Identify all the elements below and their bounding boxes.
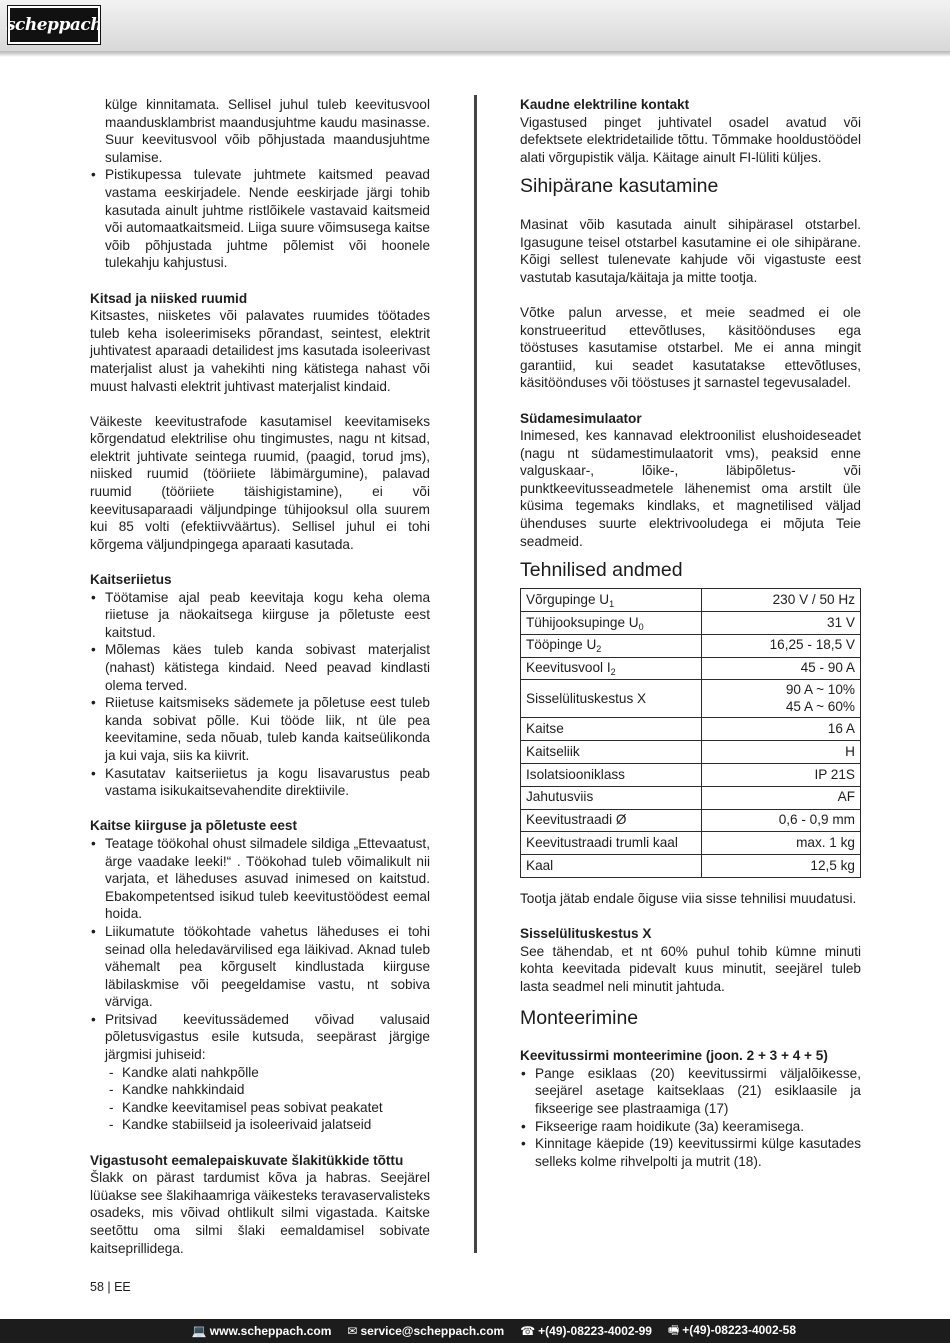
heading-assembly: Monteerimine	[520, 1006, 639, 1029]
spec-value-text: IP 21S	[814, 766, 855, 782]
brand-logo: scheppach	[8, 6, 100, 44]
phone-icon: ☎	[520, 1324, 536, 1338]
spec-value-text: 90 A ~ 10%	[785, 682, 855, 698]
list-item: • Pistikupessa tulevate juhtmete kaitsmed peavad vastama eeskirjadele. Nende eeskirjade järgi tohib kasutada ainult juhtme ristlõikele vastavaid kaitsmeid või automaatkaitsmeid. Liiga suure võimsusega kaitse võib põhjustada juhtme põlemist või hoonele tulekahju kahjustusi.	[90, 166, 430, 272]
footer-website[interactable]: 💻 www.scheppach.com	[191, 1324, 332, 1338]
duty-cycle-text: See tähendab, et nt 60% puhul tohib kümne minuti kohta keevitada pidevalt kuus minutit, seejärel tuleb lasta seadmel neli minutit jahtuda.	[520, 943, 861, 994]
spec-label	[521, 718, 702, 741]
section-title-indirect-contact: Kaudne elektriline kontakt	[520, 97, 690, 112]
technical-data-table	[520, 588, 861, 878]
footer-email[interactable]: ✉ service@scheppach.com	[347, 1324, 505, 1338]
spec-label-subscript: 2	[610, 667, 616, 678]
spec-label	[521, 634, 702, 657]
spec-value	[702, 657, 861, 680]
spec-value-text: 0,6 - 0,9 mm	[778, 812, 855, 828]
fax-icon: 🖷	[667, 1322, 680, 1337]
spec-label-text: Sisselülituskestus X	[526, 690, 647, 706]
list-item: • Pritsivad keevitussädemed võivad valusaid põletusvigastus esile kutsuda, seepärast järgige järgmisi juhiseid:	[90, 1011, 430, 1064]
spec-value-text: H	[845, 743, 855, 759]
list-item: • Pange esiklaas (20) keevitussirmi väljalõikesse, seejärel asetage kaitseklaas (21) esiklaasile ja fikseerige see plastraamiga (17)	[520, 1065, 861, 1118]
table-row	[521, 612, 861, 635]
spec-value-text: AF	[837, 789, 855, 805]
left-column	[90, 96, 430, 1257]
radiation-sublist	[92, 1064, 430, 1134]
indirect-contact-text: Vigastused pinget juhtivatel osadel avatud või defektsete elektridetailide tõttu. Tõmmake hooldustöödel alati võrgupistik välja. Käitage ainult FI-lüliti küljes.	[520, 114, 861, 165]
spec-label-text: Jahutusviis	[526, 789, 594, 805]
list-item: • Kinnitage käepide (19) keevitussirmi külge kasutades selleks kolme rihvelpolti ja mutrit (18).	[520, 1135, 861, 1170]
list-item: - Kandke keevitamisel peas sobivat peakatet	[92, 1099, 430, 1117]
intended-use-text-2: Võtke palun arvesse, et meie seadmed ei ole konstrueeritud ettevõtluses, käsitöönduses ega tööstuses kasutamise otstarbel. Me ei anna mingit garantiid, kui seadet kasutatakse ettevõtluses, käsitöönduses või tööstuses jt sarnastel tegevusaladel.	[520, 304, 861, 391]
spec-value	[702, 764, 861, 787]
spec-label	[521, 657, 702, 680]
damp-rooms-text: Kitsastes, niisketes või palavates ruumides töötades tuleb keha isoleerimiseks põrandast, seintest, elektrit juhtivatest aparaadi detailidest jms kasutada isoleerivast materjalist alust ja vahekihti ning kätistega nahast või muust halvasti elektrit juhtivast materjalist kindaid.	[90, 308, 430, 394]
table-row	[521, 741, 861, 764]
right-column	[520, 96, 861, 1170]
spec-value	[702, 809, 861, 832]
slag-text: Šlakk on pärast tardumist kõva ja habras. Seejärel lüüakse see šlakihaamriga väikesteks teravaservalisteks osadeks, mis võivad ohtlikult silmi vigastada. Kaitske seetõttu oma silmi šlaki eemaldamisel sobivate kaitseprillidega.	[90, 1170, 430, 1256]
intro-paragraph: külge kinnitamata. Sellisel juhul tuleb keevitusvool maandusklambrist maandusjuhtme kaudu masinasse. Suur keevitusvool võib põhjustada maandusjuhtme sulamise.	[105, 97, 430, 165]
computer-icon: 💻	[191, 1324, 207, 1338]
spec-label-text: Keevitusvool I	[526, 660, 611, 676]
section-title-pacemaker: Südamesimulaator	[520, 410, 642, 426]
spec-value-text: 16 A	[827, 721, 855, 737]
spec-value	[702, 612, 861, 635]
radiation-list	[90, 835, 430, 1064]
intro-bullet-list	[90, 166, 430, 272]
spec-label-subscript: 1	[609, 598, 615, 609]
table-row	[521, 832, 861, 855]
intended-use-text-1: Masinat võib kasutada ainult sihipärasel otstarbel. Igasugune teisel otstarbel kasutamine ei ole sihipärane. Kõigi sellest tulenevate kahjude või vigastuste eest vastutab kasutaja/käitaja ja mitte tootja.	[520, 216, 861, 285]
footer-bar	[0, 1319, 950, 1343]
header-shadow	[0, 52, 950, 57]
spec-label	[521, 680, 702, 718]
spec-value	[702, 680, 861, 718]
clothing-list	[90, 589, 430, 800]
technical-note: Tootja jätab endale õiguse viia sisse tehnilisi muudatusi.	[520, 891, 857, 907]
pacemaker-text: Inimesed, kes kannavad elektroonilist elushoideseadet (nagu nt südamestimulaatorit vms), peaksid enne valguskaar-, lõike-, läbipõletus- või punktkeevitusseadmetele lähenemist oma arstilt üle küsima tegemaks kindlaks, et magnetilised väljad ühenduses suurte elektrivooludega ei mõjuta Teie seadmeid.	[520, 428, 861, 549]
section-title-shield-assembly: Keevitussirmi monteerimine (joon. 2 + 3 + 4 + 5)	[520, 1048, 828, 1064]
spec-label-text: Võrgupinge U	[526, 591, 610, 607]
spec-label-text: Tööpinge U	[526, 637, 597, 653]
spec-value	[702, 786, 861, 809]
spec-label	[521, 786, 702, 809]
mail-icon: ✉	[347, 1324, 358, 1338]
spec-label	[521, 832, 702, 855]
spec-label-text: Isolatsiooniklass	[526, 766, 625, 782]
spec-value	[702, 741, 861, 764]
list-item: • Liikumatute töökohtade vahetus läheduses ei tohi seinad olla heledavärvilised ega läikivad. Aknad tuleb vähemalt pea kõrguselt kindlustada kiirguse läbilaskmise või peegeldamise vastu, nt sobiva värviga.	[90, 923, 430, 1011]
spec-value-text: 45 A ~ 60%	[785, 698, 855, 714]
footer-phone: ☎ +(49)-08223-4002-99	[520, 1324, 652, 1338]
small-transformer-text: Väikeste keevitustrafode kasutamisel keevitamiseks kõrgendatud elektrilise ohu tingimustes, nagu nt kitsad, elektrit juhtivate seintega ruumid, (paagid, torud jms), niisked ruumid (tööriiete läbimärgumine), palavad ruumid (tööriiete täishigistamine), ei või keevitusaparaadi väljundpinge tühijooksul olla suurem kui 85 volti (efektiivväärtus). Sellisel juhul ei tohi kõrgema väljundpingega aparaati kasutada.	[90, 413, 430, 552]
section-title-slag: Vigastusoht eemalepaiskuvate šlakitükkide tõttu	[90, 1152, 404, 1168]
list-item: - Kandke nahkkindaid	[92, 1081, 430, 1099]
spec-label-text: Tühijooksupinge U	[526, 614, 639, 630]
section-title-radiation: Kaitse kiirguse ja põletuste eest	[90, 818, 298, 834]
list-item: - Kandke alati nahkpõlle	[92, 1064, 430, 1082]
spec-value-text: 230 V / 50 Hz	[772, 591, 855, 607]
section-title-duty-cycle: Sisselülituskestus X	[520, 926, 652, 942]
table-row	[521, 764, 861, 787]
list-item: - Kandke stabiilseid ja isoleerivaid jalatseid	[92, 1116, 430, 1134]
spec-label	[521, 589, 702, 612]
section-title-clothing: Kaitseriietus	[90, 572, 172, 588]
spec-value	[702, 634, 861, 657]
spec-value	[702, 832, 861, 855]
table-row	[521, 855, 861, 878]
list-item: • Kasutatav kaitseriietus ja kogu lisavarustus peab vastama isikukaitsevahendite direktiivile.	[90, 765, 430, 800]
spec-value-text: 16,25 - 18,5 V	[769, 637, 855, 653]
spec-label	[521, 809, 702, 832]
table-row	[521, 786, 861, 809]
spec-label-text: Keevitustraadi Ø	[526, 812, 627, 828]
spec-label-text: Kaitseliik	[526, 743, 580, 759]
table-row	[521, 680, 861, 718]
table-row	[521, 589, 861, 612]
table-row	[521, 634, 861, 657]
spec-label-text: Kaitse	[526, 721, 564, 737]
list-item: • Töötamise ajal peab keevitaja kogu keha olema riietuse ja näokaitsega kiirguse ja põletuste eest kaitstud.	[90, 589, 430, 642]
spec-value-text: 12,5 kg	[810, 857, 855, 873]
spec-label-text: Keevitustraadi trumli kaal	[526, 835, 678, 851]
list-item: • Mõlemas käes tuleb kanda sobivast materjalist (nahast) kätistega kindaid. Need peavad kindlasti olema terved.	[90, 641, 430, 694]
spec-label	[521, 612, 702, 635]
heading-technical-data: Tehnilised andmed	[520, 559, 683, 582]
spec-label-subscript: 0	[638, 621, 644, 632]
spec-value-text: 31 V	[827, 614, 855, 630]
assembly-list	[520, 1065, 861, 1171]
page-number: 58 | EE	[90, 1280, 131, 1294]
spec-value	[702, 718, 861, 741]
column-divider	[474, 95, 477, 1253]
section-title-damp-rooms: Kitsad ja niisked ruumid	[90, 290, 248, 306]
spec-label	[521, 741, 702, 764]
list-item: • Teatage töökohal ohust silmadele sildiga „Ettevaatust, ärge vaadake leeki!“ . Töökohad tuleb võimalikult nii varjata, et läheduses asuvad inimesed on kaitstud. Ebakompetentsed isikud tuleb keevitustöödest eemal hoida.	[90, 835, 430, 923]
spec-value	[702, 589, 861, 612]
footer-fax: 🖷 +(49)-08223-4002-58	[667, 1322, 796, 1337]
table-row	[521, 809, 861, 832]
spec-label-subscript: 2	[596, 644, 602, 655]
spec-value-text: 45 - 90 A	[800, 660, 855, 676]
list-item: • Fikseerige raam hoidikute (3a) keeramisega.	[520, 1118, 861, 1136]
spec-value-text: max. 1 kg	[796, 835, 855, 851]
spec-label	[521, 764, 702, 787]
table-row	[521, 657, 861, 680]
spec-label	[521, 855, 702, 878]
header-bar	[0, 0, 950, 52]
heading-intended-use: Sihipärane kasutamine	[520, 175, 719, 198]
table-row	[521, 718, 861, 741]
spec-label-text: Kaal	[526, 857, 554, 873]
list-item: • Riietuse kaitsmiseks sädemete ja põletuse eest tuleb kanda sobivat põlle. Kui tööde liik, nt üle pea keevitamine, seda nõuab, tuleb kanda kaitseülikonda ja kui vaja, siis ka kiivrit.	[90, 694, 430, 764]
spec-value	[702, 855, 861, 878]
